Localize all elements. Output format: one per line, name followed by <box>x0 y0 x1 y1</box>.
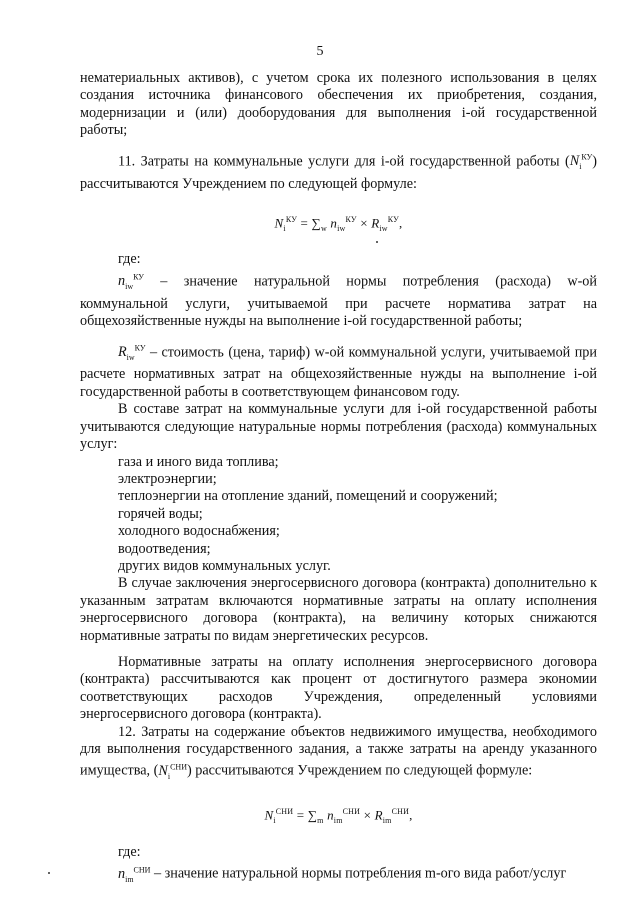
paragraph-intro: нематериальных активов), с учетом срока их полезного использования в целях создания источника финансового обеспечения их приобретения, создания, модернизации и (или) дооборудования для выполнения i-ой государственной работы; <box>80 70 597 139</box>
definition-n-communal: $n_{iw}^{КУ}$ – значение натуральной нормы потребления (расхода) w-ой коммунальной услуги, учитываемой при расчете норматива затрат на общехозяйственные нужды на выполнение i-ой государственной работы; <box>80 272 597 330</box>
utility-list <box>80 454 597 576</box>
page-number: 5 <box>316 44 324 59</box>
list-item: холодного водоснабжения; <box>118 523 280 540</box>
formula-real-estate: $N_i^{СНИ} = \sum_m$ $n_{im}^{СНИ} \times R_{im}^{СНИ}$, <box>264 807 413 826</box>
paragraph-energy-normative: Нормативные затраты на оплату исполнения энергосервисного договора (контракта) рассчитываются как процент от достигнутого размера экономии соответствующих расходов Учреждения, определенный условиями энергосервисного договора (контракта). <box>80 653 597 723</box>
formula-communal: $N_i^{КУ} = \sum_w$ $n_{iw}^{КУ} \times R_{iw}^{КУ}$, <box>274 215 403 233</box>
list-item: других видов коммунальных услуг. <box>118 557 331 574</box>
list-item: теплоэнергии на отопление зданий, помещений и сооружений; <box>118 488 498 505</box>
paragraph-12: 12. Затраты на содержание объектов недвижимого имущества, необходимого для выполнения государственного задания, а также затраты на аренду указанного имущества, $(N_i^{СНИ})$ рассчитываются Учреждением по следующей формуле: <box>80 723 597 781</box>
paragraph-energy-service: В случае заключения энергосервисного договора (контракта) дополнительно к указанным затратам включаются нормативные затраты на оплату исполнения энергосервисного договора (контракта), на величину которых снижаются нормативные затраты по видам энергетических ресурсов. <box>80 575 597 644</box>
definition-r-communal: $R_{iw}^{КУ}$ – стоимость (цена, тариф) w-ой коммунальной услуги, учитываемой при расчете нормативных затрат на общехозяйственные нужды на выполнение i-ой государственной работы в соответствующем финансовом году. <box>80 343 597 400</box>
where-label-1: где: <box>118 251 141 268</box>
list-item: газа и иного вида топлива; <box>118 453 279 470</box>
scan-speck <box>376 241 378 243</box>
paragraph-11: 11. Затраты на коммунальные услуги для i-ой государственной работы $(N_i^{КУ})$ рассчитываются Учреждением по следующей формуле: <box>80 152 597 192</box>
document-body <box>80 70 597 888</box>
paragraph-composition: В составе затрат на коммунальные услуги для i-ой государственной работы учитываются следующие натуральные нормы потребления (расхода) коммунальных услуг: <box>80 401 597 453</box>
list-item: горячей воды; <box>118 505 203 522</box>
list-item: электроэнергии; <box>118 470 217 487</box>
definition-n-real-estate: $n_{im}^{СНИ}$ – значение натуральной нормы потребления m-ого вида работ/услуг <box>118 865 567 884</box>
scan-speck <box>48 872 50 874</box>
list-item: водоотведения; <box>118 540 211 557</box>
where-label-2: где: <box>118 843 141 860</box>
